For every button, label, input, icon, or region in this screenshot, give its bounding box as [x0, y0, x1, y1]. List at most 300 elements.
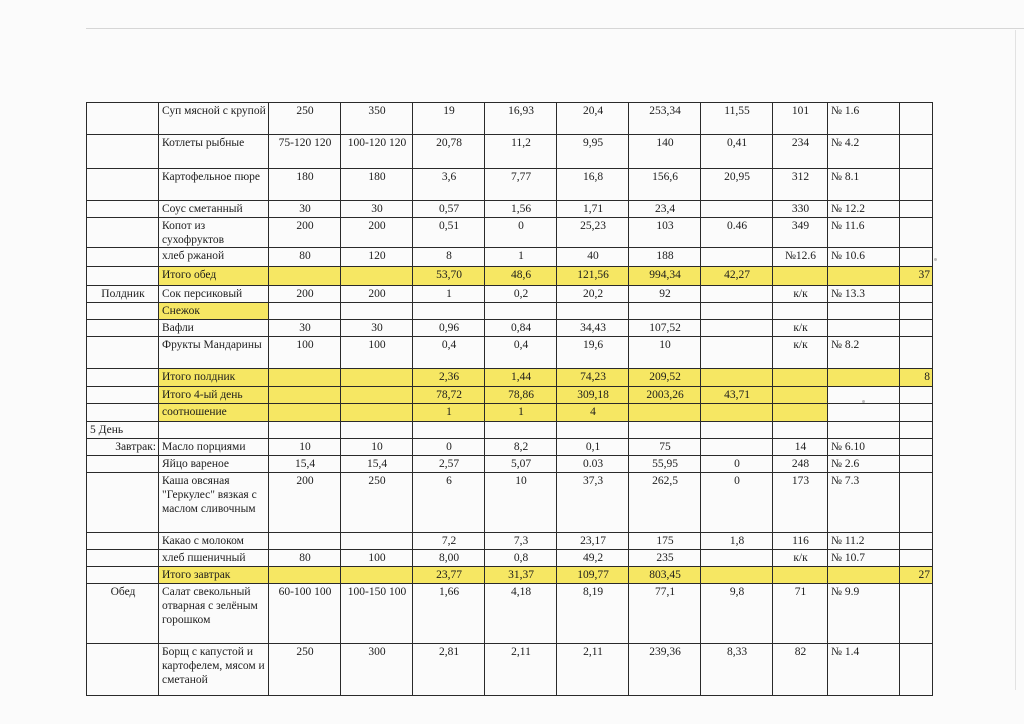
count-cell	[900, 286, 933, 303]
recipe-cell: 312	[773, 169, 828, 201]
portion1-cell	[269, 533, 341, 550]
portion2-cell: 100-120 120	[341, 135, 413, 169]
portion2-cell: 300	[341, 644, 413, 696]
protein-cell: 2,57	[413, 456, 485, 473]
fat-cell: 1,56	[485, 201, 557, 218]
fat-cell: 11,2	[485, 135, 557, 169]
fat-cell: 10	[485, 473, 557, 533]
vitamin-cell: 0	[701, 456, 773, 473]
ref-cell	[828, 387, 900, 404]
portion2-cell: 10	[341, 439, 413, 456]
table-row	[87, 320, 933, 337]
section-cell	[87, 218, 159, 248]
portion2-cell	[341, 422, 413, 439]
kcal-cell	[629, 422, 701, 439]
recipe-cell: 248	[773, 456, 828, 473]
paper-speck	[934, 258, 937, 261]
portion2-cell	[341, 369, 413, 387]
portion2-cell: 180	[341, 169, 413, 201]
table-row	[87, 169, 933, 201]
recipe-cell	[773, 267, 828, 286]
protein-cell: 0,4	[413, 337, 485, 369]
section-cell	[87, 387, 159, 404]
table-row	[87, 387, 933, 404]
ref-cell	[828, 303, 900, 320]
protein-cell: 53,70	[413, 267, 485, 286]
recipe-cell	[773, 404, 828, 422]
vitamin-cell: 0,41	[701, 135, 773, 169]
kcal-cell: 239,36	[629, 644, 701, 696]
portion1-cell	[269, 387, 341, 404]
portion1-cell: 250	[269, 644, 341, 696]
portion2-cell	[341, 533, 413, 550]
protein-cell: 0,96	[413, 320, 485, 337]
protein-cell: 20,78	[413, 135, 485, 169]
carbs-cell	[557, 303, 629, 320]
table-row	[87, 439, 933, 456]
protein-cell: 1	[413, 404, 485, 422]
section-cell	[87, 533, 159, 550]
section-cell	[87, 267, 159, 286]
ref-cell: № 4.2	[828, 135, 900, 169]
dish-cell	[159, 422, 269, 439]
vitamin-cell: 0.46	[701, 218, 773, 248]
count-cell	[900, 169, 933, 201]
section-cell	[87, 201, 159, 218]
ref-cell	[828, 567, 900, 584]
protein-cell: 2,36	[413, 369, 485, 387]
portion1-cell: 250	[269, 103, 341, 135]
kcal-cell: 994,34	[629, 267, 701, 286]
fat-cell: 1	[485, 404, 557, 422]
dish-cell: Фрукты Мандарины	[159, 337, 269, 369]
recipe-cell	[773, 303, 828, 320]
dish-cell: Копот из сухофруктов	[159, 218, 269, 248]
table-row	[87, 135, 933, 169]
kcal-cell: 2003,26	[629, 387, 701, 404]
table-row	[87, 644, 933, 696]
recipe-cell: 234	[773, 135, 828, 169]
carbs-cell: 49,2	[557, 550, 629, 567]
protein-cell: 8,00	[413, 550, 485, 567]
kcal-cell: 803,45	[629, 567, 701, 584]
vitamin-cell	[701, 369, 773, 387]
section-cell: Полдник	[87, 286, 159, 303]
section-cell	[87, 644, 159, 696]
vitamin-cell	[701, 303, 773, 320]
vitamin-cell: 11,55	[701, 103, 773, 135]
section-cell	[87, 369, 159, 387]
portion1-cell: 100	[269, 337, 341, 369]
portion1-cell: 15,4	[269, 456, 341, 473]
protein-cell: 3,6	[413, 169, 485, 201]
fat-cell: 1	[485, 248, 557, 267]
portion1-cell: 200	[269, 473, 341, 533]
protein-cell	[413, 303, 485, 320]
table-row	[87, 456, 933, 473]
dish-cell: Масло порциями	[159, 439, 269, 456]
carbs-cell: 109,77	[557, 567, 629, 584]
carbs-cell: 34,43	[557, 320, 629, 337]
table-row	[87, 584, 933, 644]
carbs-cell: 16,8	[557, 169, 629, 201]
section-cell	[87, 404, 159, 422]
dish-cell: Итого 4-ый день	[159, 387, 269, 404]
count-cell	[900, 135, 933, 169]
vitamin-cell: 0	[701, 473, 773, 533]
carbs-cell: 20,4	[557, 103, 629, 135]
section-cell	[87, 135, 159, 169]
recipe-cell: 101	[773, 103, 828, 135]
portion1-cell: 80	[269, 248, 341, 267]
dish-cell: хлеб пшеничный	[159, 550, 269, 567]
recipe-cell	[773, 422, 828, 439]
dish-cell: соотношение	[159, 404, 269, 422]
portion1-cell: 180	[269, 169, 341, 201]
portion2-cell: 120	[341, 248, 413, 267]
kcal-cell: 10	[629, 337, 701, 369]
section-cell	[87, 320, 159, 337]
kcal-cell: 140	[629, 135, 701, 169]
ref-cell	[828, 369, 900, 387]
section-cell	[87, 303, 159, 320]
recipe-cell: 116	[773, 533, 828, 550]
kcal-cell: 107,52	[629, 320, 701, 337]
recipe-cell	[773, 567, 828, 584]
portion1-cell: 30	[269, 201, 341, 218]
ref-cell: № 1.4	[828, 644, 900, 696]
carbs-cell: 2,11	[557, 644, 629, 696]
count-cell	[900, 201, 933, 218]
count-cell: 8	[900, 369, 933, 387]
count-cell	[900, 387, 933, 404]
recipe-cell	[773, 387, 828, 404]
recipe-cell: к/к	[773, 286, 828, 303]
carbs-cell: 20,2	[557, 286, 629, 303]
fat-cell: 78,86	[485, 387, 557, 404]
portion2-cell: 200	[341, 218, 413, 248]
table-row	[87, 303, 933, 320]
dish-cell: Салат свекольный отварная с зелёным горошком	[159, 584, 269, 644]
count-cell	[900, 303, 933, 320]
portion2-cell: 15,4	[341, 456, 413, 473]
count-cell	[900, 439, 933, 456]
vitamin-cell: 8,33	[701, 644, 773, 696]
protein-cell: 2,81	[413, 644, 485, 696]
count-cell	[900, 337, 933, 369]
dish-cell: Итого полдник	[159, 369, 269, 387]
protein-cell: 19	[413, 103, 485, 135]
portion2-cell: 200	[341, 286, 413, 303]
kcal-cell: 77,1	[629, 584, 701, 644]
portion2-cell: 30	[341, 320, 413, 337]
sheet-edge-right	[1015, 30, 1016, 690]
portion1-cell	[269, 303, 341, 320]
portion2-cell: 100	[341, 550, 413, 567]
count-cell	[900, 456, 933, 473]
portion2-cell	[341, 303, 413, 320]
ref-cell: № 7.3	[828, 473, 900, 533]
kcal-cell	[629, 303, 701, 320]
table-row	[87, 533, 933, 550]
recipe-cell: 82	[773, 644, 828, 696]
dish-cell: Картофельное пюре	[159, 169, 269, 201]
kcal-cell: 235	[629, 550, 701, 567]
table-row	[87, 567, 933, 584]
kcal-cell: 103	[629, 218, 701, 248]
portion2-cell	[341, 567, 413, 584]
ref-cell: № 8.2	[828, 337, 900, 369]
table-row	[87, 422, 933, 439]
protein-cell: 8	[413, 248, 485, 267]
count-cell	[900, 404, 933, 422]
kcal-cell: 92	[629, 286, 701, 303]
ref-cell: № 9.9	[828, 584, 900, 644]
table-row	[87, 473, 933, 533]
table-row	[87, 404, 933, 422]
ref-cell: № 13.3	[828, 286, 900, 303]
recipe-cell: 14	[773, 439, 828, 456]
carbs-cell: 0,1	[557, 439, 629, 456]
portion2-cell: 350	[341, 103, 413, 135]
ref-cell: № 10.7	[828, 550, 900, 567]
fat-cell: 0,4	[485, 337, 557, 369]
vitamin-cell	[701, 567, 773, 584]
count-cell	[900, 584, 933, 644]
recipe-cell: 330	[773, 201, 828, 218]
recipe-cell: 71	[773, 584, 828, 644]
vitamin-cell: 43,71	[701, 387, 773, 404]
section-cell: 5 День	[87, 422, 159, 439]
dish-cell: Яйцо вареное	[159, 456, 269, 473]
carbs-cell: 19,6	[557, 337, 629, 369]
fat-cell: 5,07	[485, 456, 557, 473]
fat-cell: 8,2	[485, 439, 557, 456]
table-row	[87, 337, 933, 369]
ref-cell: № 10.6	[828, 248, 900, 267]
recipe-cell	[773, 369, 828, 387]
carbs-cell	[557, 422, 629, 439]
section-cell	[87, 550, 159, 567]
carbs-cell: 25,23	[557, 218, 629, 248]
carbs-cell: 0.03	[557, 456, 629, 473]
ref-cell: № 11.2	[828, 533, 900, 550]
dish-cell: Борщ с капустой и картофелем, мясом и сметаной	[159, 644, 269, 696]
ref-cell	[828, 404, 900, 422]
dish-cell: Итого завтрак	[159, 567, 269, 584]
count-cell	[900, 533, 933, 550]
portion1-cell: 200	[269, 286, 341, 303]
carbs-cell: 74,23	[557, 369, 629, 387]
portion1-cell: 75-120 120	[269, 135, 341, 169]
count-cell	[900, 550, 933, 567]
protein-cell: 78,72	[413, 387, 485, 404]
portion1-cell: 10	[269, 439, 341, 456]
fat-cell: 31,37	[485, 567, 557, 584]
protein-cell	[413, 422, 485, 439]
vitamin-cell	[701, 286, 773, 303]
recipe-cell: к/к	[773, 320, 828, 337]
section-cell	[87, 103, 159, 135]
dish-cell: Соус сметанный	[159, 201, 269, 218]
dish-cell: Суп мясной с крупой	[159, 103, 269, 135]
portion2-cell	[341, 267, 413, 286]
portion2-cell: 30	[341, 201, 413, 218]
section-cell: Обед	[87, 584, 159, 644]
portion1-cell	[269, 404, 341, 422]
section-cell	[87, 169, 159, 201]
kcal-cell: 23,4	[629, 201, 701, 218]
portion1-cell: 200	[269, 218, 341, 248]
protein-cell: 6	[413, 473, 485, 533]
vitamin-cell: 42,27	[701, 267, 773, 286]
section-cell	[87, 337, 159, 369]
portion1-cell	[269, 422, 341, 439]
kcal-cell	[629, 404, 701, 422]
count-cell	[900, 422, 933, 439]
section-cell	[87, 473, 159, 533]
dish-cell: Сок персиковый	[159, 286, 269, 303]
kcal-cell: 175	[629, 533, 701, 550]
count-cell: 37	[900, 267, 933, 286]
count-cell	[900, 644, 933, 696]
carbs-cell: 8,19	[557, 584, 629, 644]
dish-cell: Какао с молоком	[159, 533, 269, 550]
recipe-cell: к/к	[773, 550, 828, 567]
portion1-cell: 80	[269, 550, 341, 567]
protein-cell: 23,77	[413, 567, 485, 584]
carbs-cell: 37,3	[557, 473, 629, 533]
vitamin-cell	[701, 320, 773, 337]
ref-cell: № 8.1	[828, 169, 900, 201]
dish-cell: Итого обед	[159, 267, 269, 286]
ref-cell	[828, 267, 900, 286]
kcal-cell: 209,52	[629, 369, 701, 387]
vitamin-cell	[701, 422, 773, 439]
vitamin-cell	[701, 439, 773, 456]
vitamin-cell	[701, 337, 773, 369]
carbs-cell: 9,95	[557, 135, 629, 169]
fat-cell: 4,18	[485, 584, 557, 644]
protein-cell: 1	[413, 286, 485, 303]
vitamin-cell: 9,8	[701, 584, 773, 644]
menu-table	[86, 102, 933, 696]
table-row	[87, 201, 933, 218]
fat-cell: 1,44	[485, 369, 557, 387]
count-cell	[900, 103, 933, 135]
dish-cell: хлеб ржаной	[159, 248, 269, 267]
portion2-cell	[341, 387, 413, 404]
fat-cell: 7,77	[485, 169, 557, 201]
ref-cell: № 12.2	[828, 201, 900, 218]
vitamin-cell	[701, 404, 773, 422]
kcal-cell: 188	[629, 248, 701, 267]
ref-cell: № 1.6	[828, 103, 900, 135]
ref-cell	[828, 422, 900, 439]
kcal-cell: 75	[629, 439, 701, 456]
count-cell	[900, 473, 933, 533]
carbs-cell: 4	[557, 404, 629, 422]
portion2-cell: 100	[341, 337, 413, 369]
table-row	[87, 369, 933, 387]
vitamin-cell	[701, 248, 773, 267]
kcal-cell: 55,95	[629, 456, 701, 473]
fat-cell: 2,11	[485, 644, 557, 696]
sheet-edge	[86, 28, 1024, 29]
portion1-cell: 60-100 100	[269, 584, 341, 644]
dish-cell: Каша овсяная "Геркулес" вязкая с маслом сливочным	[159, 473, 269, 533]
section-cell: Завтрак:	[87, 439, 159, 456]
fat-cell: 0	[485, 218, 557, 248]
carbs-cell: 40	[557, 248, 629, 267]
protein-cell: 0	[413, 439, 485, 456]
table-row	[87, 103, 933, 135]
kcal-cell: 156,6	[629, 169, 701, 201]
vitamin-cell	[701, 550, 773, 567]
vitamin-cell: 1,8	[701, 533, 773, 550]
portion2-cell	[341, 404, 413, 422]
table-row	[87, 286, 933, 303]
fat-cell: 7,3	[485, 533, 557, 550]
recipe-cell: №12.6	[773, 248, 828, 267]
table-row	[87, 218, 933, 248]
table-row	[87, 550, 933, 567]
count-cell	[900, 218, 933, 248]
fat-cell: 48,6	[485, 267, 557, 286]
protein-cell: 0,51	[413, 218, 485, 248]
count-cell: 27	[900, 567, 933, 584]
table-row	[87, 267, 933, 286]
section-cell	[87, 248, 159, 267]
recipe-cell: 173	[773, 473, 828, 533]
portion1-cell	[269, 267, 341, 286]
fat-cell	[485, 303, 557, 320]
section-cell	[87, 567, 159, 584]
fat-cell: 0,84	[485, 320, 557, 337]
kcal-cell: 262,5	[629, 473, 701, 533]
carbs-cell: 121,56	[557, 267, 629, 286]
count-cell	[900, 248, 933, 267]
ref-cell: № 11.6	[828, 218, 900, 248]
menu-table-body	[87, 103, 933, 696]
vitamin-cell: 20,95	[701, 169, 773, 201]
section-cell	[87, 456, 159, 473]
fat-cell: 0,8	[485, 550, 557, 567]
vitamin-cell	[701, 201, 773, 218]
portion1-cell	[269, 567, 341, 584]
fat-cell: 0,2	[485, 286, 557, 303]
fat-cell	[485, 422, 557, 439]
ref-cell: № 6.10	[828, 439, 900, 456]
portion1-cell: 30	[269, 320, 341, 337]
carbs-cell: 23,17	[557, 533, 629, 550]
carbs-cell: 1,71	[557, 201, 629, 218]
recipe-cell: к/к	[773, 337, 828, 369]
kcal-cell: 253,34	[629, 103, 701, 135]
portion2-cell: 250	[341, 473, 413, 533]
protein-cell: 0,57	[413, 201, 485, 218]
ref-cell	[828, 320, 900, 337]
ref-cell: № 2.6	[828, 456, 900, 473]
table-row	[87, 248, 933, 267]
protein-cell: 1,66	[413, 584, 485, 644]
protein-cell: 7,2	[413, 533, 485, 550]
dish-cell: Вафли	[159, 320, 269, 337]
fat-cell: 16,93	[485, 103, 557, 135]
count-cell	[900, 320, 933, 337]
carbs-cell: 309,18	[557, 387, 629, 404]
recipe-cell: 349	[773, 218, 828, 248]
